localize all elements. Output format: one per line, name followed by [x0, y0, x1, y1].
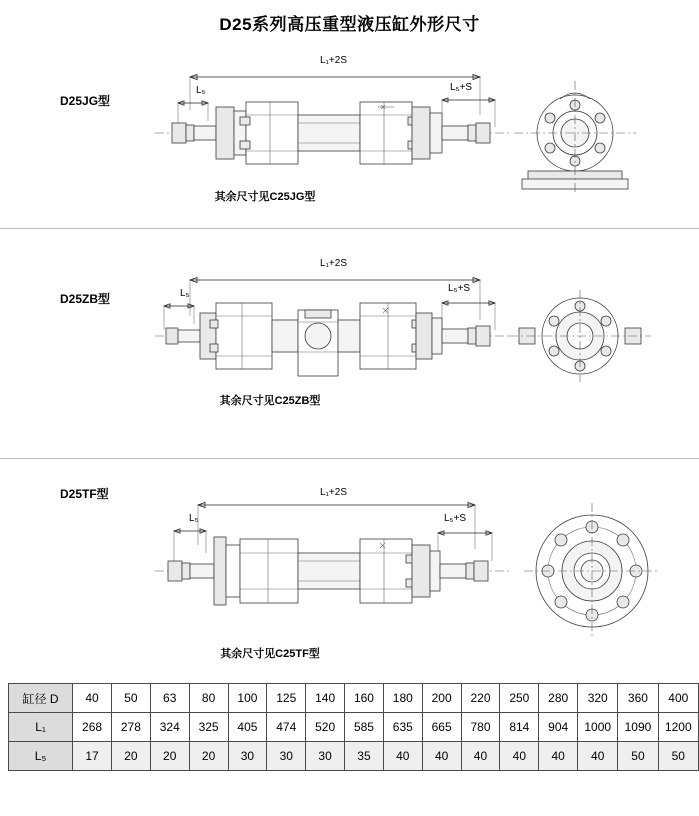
dim-left-zb: L₅	[180, 288, 190, 299]
row-header: 缸径 D	[9, 684, 73, 713]
table-cell: 1090	[618, 713, 658, 742]
table-cell: 180	[383, 684, 422, 713]
section-label-jg: D25JG型	[60, 94, 111, 108]
table-cell: 20	[150, 742, 189, 771]
dim-overall-zb: L₁+2S	[320, 258, 348, 269]
dim-overall-tf: L₁+2S	[320, 487, 348, 498]
table-cell: 520	[306, 713, 345, 742]
table-cell: 40	[578, 742, 618, 771]
caption-jg: 其余尺寸见C25JG型	[214, 191, 316, 203]
table-cell: 40	[422, 742, 461, 771]
table-cell: 780	[461, 713, 500, 742]
table-cell: 585	[345, 713, 384, 742]
table-cell: 63	[150, 684, 189, 713]
row-header: L₁	[9, 713, 73, 742]
table-row	[9, 684, 699, 713]
table-cell: 200	[422, 684, 461, 713]
table-cell: 50	[618, 742, 658, 771]
table-cell: 635	[383, 713, 422, 742]
dim-left-jg: L₅	[196, 85, 206, 96]
divider-1	[0, 228, 699, 229]
table-cell: 278	[111, 713, 150, 742]
table-cell: 280	[539, 684, 578, 713]
table-cell: 125	[267, 684, 306, 713]
table-cell: 320	[578, 684, 618, 713]
table-cell: 474	[267, 713, 306, 742]
table-cell: 35	[345, 742, 384, 771]
dim-right-jg: L₅+S	[450, 82, 473, 93]
table-cell: 1200	[658, 713, 698, 742]
table-cell: 325	[189, 713, 228, 742]
table-cell: 20	[189, 742, 228, 771]
table-cell: 40	[383, 742, 422, 771]
table-cell: 40	[500, 742, 539, 771]
table-cell: 268	[73, 713, 112, 742]
figure-d25jg	[150, 55, 670, 205]
caption-tf: 其余尺寸见C25TF型	[220, 648, 320, 660]
table-cell: 814	[500, 713, 539, 742]
table-cell: 30	[267, 742, 306, 771]
table-cell: 250	[500, 684, 539, 713]
divider-2	[0, 458, 699, 459]
figure-d25zb	[150, 258, 670, 408]
table-cell: 904	[539, 713, 578, 742]
table-cell: 30	[228, 742, 267, 771]
table-cell: 40	[73, 684, 112, 713]
table-cell: 1000	[578, 713, 618, 742]
table-cell: 405	[228, 713, 267, 742]
dim-left-tf: L₅	[189, 513, 199, 524]
table-cell: 100	[228, 684, 267, 713]
caption-zb: 其余尺寸见C25ZB型	[219, 395, 321, 407]
table-row	[9, 713, 699, 742]
figure-d25tf	[150, 483, 670, 643]
table-cell: 50	[111, 684, 150, 713]
dimension-table	[8, 683, 699, 771]
dim-overall-jg: L₁+2S	[320, 55, 348, 66]
table-cell: 324	[150, 713, 189, 742]
table-cell: 40	[461, 742, 500, 771]
table-cell: 360	[618, 684, 658, 713]
table-cell: 220	[461, 684, 500, 713]
table-cell: 80	[189, 684, 228, 713]
table-cell: 20	[111, 742, 150, 771]
table-row	[9, 742, 699, 771]
table-cell: 665	[422, 713, 461, 742]
table-cell: 50	[658, 742, 698, 771]
row-header: L₅	[9, 742, 73, 771]
table-cell: 140	[306, 684, 345, 713]
table-cell: 40	[539, 742, 578, 771]
dim-right-zb: L₅+S	[448, 283, 471, 294]
section-label-zb: D25ZB型	[60, 292, 111, 306]
page-title: D25系列高压重型液压缸外形尺寸	[219, 15, 480, 34]
section-label-tf: D25TF型	[60, 487, 109, 501]
table-cell: 160	[345, 684, 384, 713]
table-cell: 30	[306, 742, 345, 771]
table-cell: 400	[658, 684, 698, 713]
dim-right-tf: L₅+S	[444, 513, 467, 524]
table-cell: 17	[73, 742, 112, 771]
